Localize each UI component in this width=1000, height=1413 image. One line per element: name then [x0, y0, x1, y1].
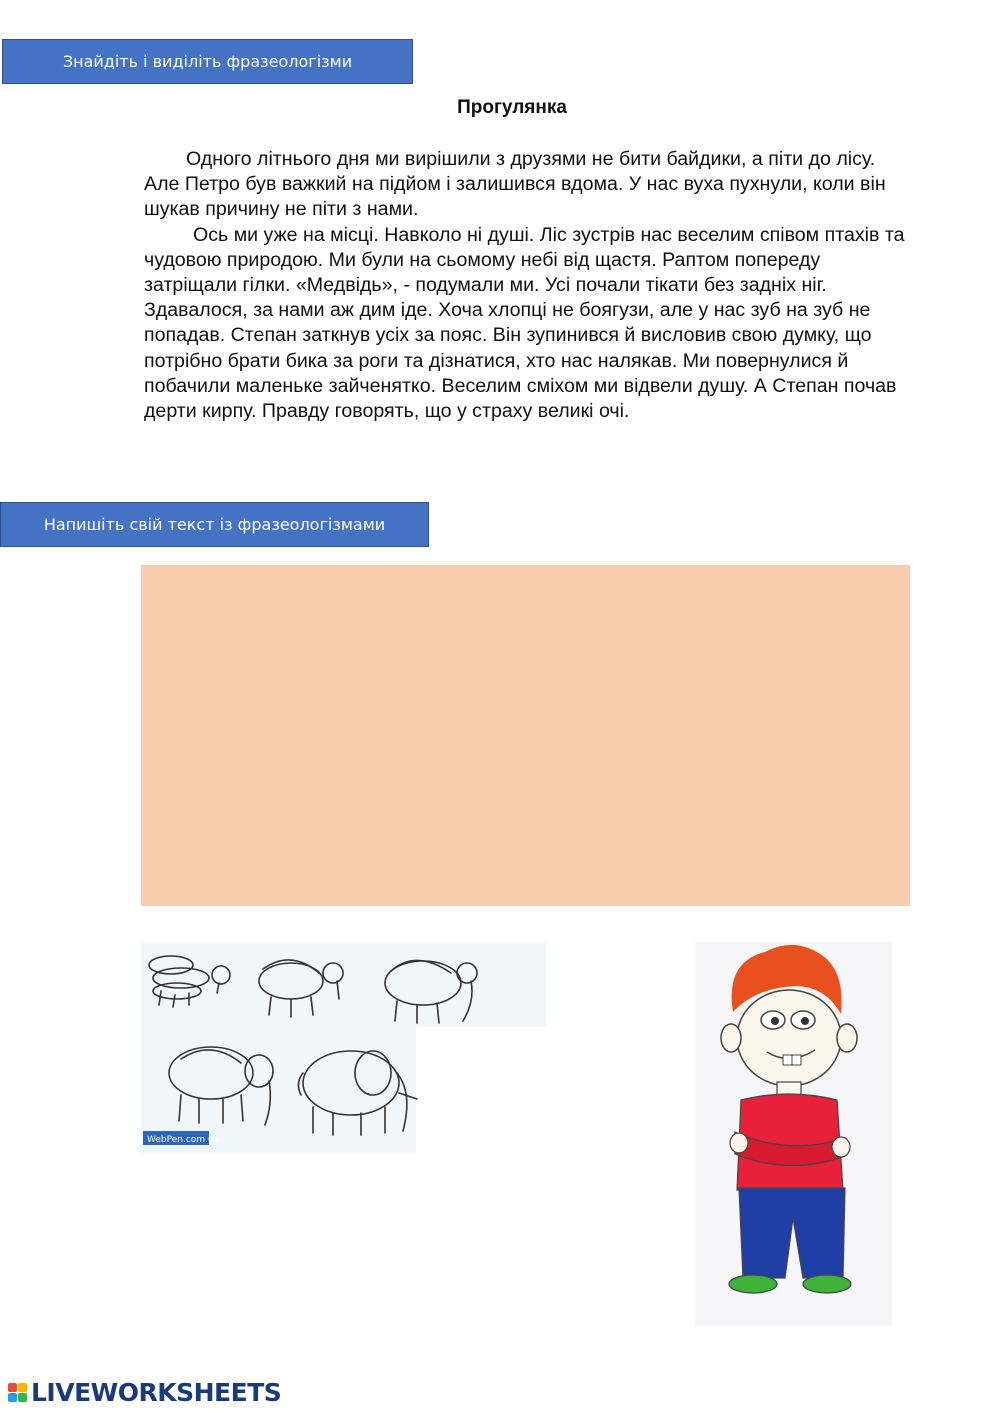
boy-illustration — [695, 942, 892, 1326]
boy-drawing — [695, 942, 892, 1326]
liveworksheets-brand: LIVEWORKSHEETS — [31, 1378, 282, 1407]
task-banner-find-label: Знайдіть і виділіть фразеологізми — [62, 52, 353, 71]
webpen-watermark: WebPen.com.ua — [147, 1135, 220, 1145]
task-banner-find-phraseologisms — [2, 39, 413, 84]
liveworksheets-footer — [8, 1378, 281, 1407]
story-paragraph-2: Ось ми уже на місці. Навколо ні душі. Ліс зустрів нас веселим співом птахів та чудовою природою. Ми були на сьомому небі від щастя. Раптом попереду затріщали гілки. «Медвідь», - подумали ми. Усі почали тікати без задніх ніг. Здавалося, за нами аж дим іде. Хоча хлопці не боягузи, але у нас зуб на зуб не попадав. Степан заткнув усіх за пояс. Він зупинився й висловив свою думку, що потрібно брати бика за роги та дізнатися, хто нас налякав. Ми повернулися й побачили маленьке зайченятко. Веселим сміхом ми відвели душу. А Степан почав дерти кирпу. Правду говорять, що у страху великі очі. — [144, 223, 905, 423]
fly-to-elephant-drawing — [141, 943, 546, 1153]
story-paragraph-1: Одного літнього дня ми вирішили з друзями не бити байдики, а піти до лісу. Але Петро був важкий на підйом і залишився вдома. У нас вуха пухнули, коли він шукав причину не піти з нами. — [144, 148, 886, 221]
task-banner-write-text — [0, 502, 429, 547]
liveworksheets-logo-icon — [8, 1383, 27, 1402]
story-text — [144, 147, 916, 424]
fly-to-elephant-illustration — [141, 943, 546, 1153]
task-banner-write-label: Напишіть свій текст із фразеологізмами — [43, 515, 386, 534]
story-title: Прогулянка — [457, 97, 567, 118]
answer-text-area[interactable] — [141, 565, 910, 906]
